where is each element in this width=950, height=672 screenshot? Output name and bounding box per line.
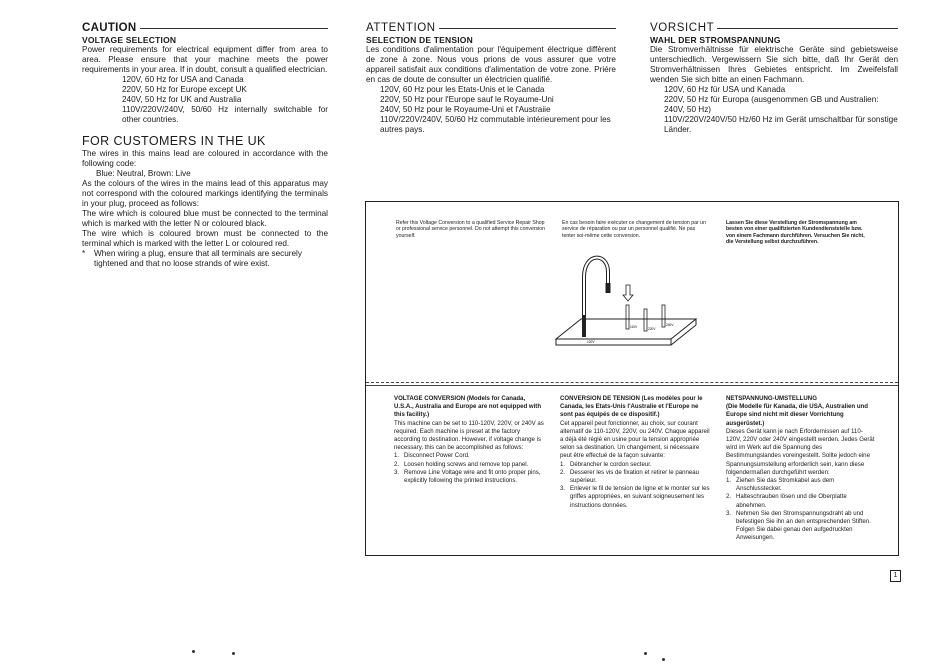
voltage-line: 110V/220V/240V, 50/60 Hz internally switchable for other countries. — [122, 105, 328, 124]
wahl-stromspannung-text: Die Stromverhältnisse für elektrische Geräte sind gebietsweise unterschiedlich. Vergewissern Sie sich bitte, daß Ihr Gerät den Stromverhältnissen Ihres Gebietes entspricht. Im Zweifelsfall wenden Sie sich bitte an einen Fachmann. — [650, 45, 898, 84]
service-notice-de: Lassen Sie diese Verstellung der Stromspannung am besten von einer qualifizierten Kundendienststelle bzw. von einem Fachmann durchführen. Versuchen Sie nicht, die Verstellung selbst durchzuführen. — [726, 220, 865, 246]
uk-blue-wire: The wire which is coloured blue must be connected to the terminal which is marked with the letter N or coloured black. — [82, 209, 328, 228]
conversion-instructions-fr — [560, 395, 712, 510]
step-text: Desserer les vis de fixation et retirer le panneau supérieur. — [570, 468, 700, 485]
voltage-line: 120V, 60 Hz für USA und Kanada — [664, 85, 786, 94]
scan-speck — [192, 650, 195, 653]
step-number: 2. — [394, 460, 400, 468]
conversion-step — [560, 461, 712, 469]
base-plate-side — [671, 325, 696, 345]
page-number: 1 — [890, 570, 901, 582]
uk-heading: FOR CUSTOMERS IN THE UK — [82, 134, 266, 148]
step-number: 1. — [726, 477, 732, 485]
caution-heading-row — [82, 22, 328, 34]
pin-label-120v: 120V — [587, 340, 595, 344]
pin-110v — [626, 305, 629, 329]
wire-plug — [606, 283, 611, 293]
voltage-selection-heading: VOLTAGE SELECTION — [82, 35, 177, 45]
conversion-title-de: NETSPANNUNG-UMSTELLUNG — [726, 395, 817, 402]
bullet-mark: * — [82, 249, 86, 258]
conversion-instructions-de — [726, 395, 878, 543]
step-number: 3. — [394, 468, 400, 476]
conversion-step — [394, 461, 546, 469]
pin-240v — [662, 305, 665, 327]
heading-rule — [439, 28, 616, 29]
french-column — [366, 22, 616, 135]
voltage-line: 240V, 50 Hz pour le Royaume-Uni et l'Austraiie — [380, 105, 551, 114]
pin-label-110v: 110V — [630, 325, 638, 329]
scan-speck — [644, 652, 647, 655]
wire-terminal — [582, 315, 586, 337]
voltage-line: 120V, 60 Hz pour les Etats-Unis et le Canada — [380, 85, 545, 94]
scan-speck — [662, 658, 665, 661]
conversion-text-fr: Cet appareil peut fonctionner, au choix, sur courant alternatif de 110-120V, 220V, ou 240V. Chaque appareil a déjà été réglé en usine pour la tension appropriée selon sa destination. Un changement, si nécessaire peut être effectué de la façon suivante: — [560, 419, 710, 460]
vorsicht-heading-row — [650, 22, 898, 34]
insert-arrow-icon — [623, 285, 633, 301]
step-number: 3. — [726, 509, 732, 517]
voltage-line: 120V, 60 Hz for USA and Canada — [122, 75, 244, 84]
attention-heading-row — [366, 22, 616, 34]
conversion-step — [394, 452, 546, 460]
conversion-subtitle-de: (Die Modelle für Kanada, die USA, Australien und Europe sind nicht mit dieser Vorrichtung ausgerüstet.) — [726, 403, 868, 427]
uk-bullet — [82, 249, 328, 269]
voltage-line: 240V, 50 Hz for UK and Australia — [122, 95, 242, 104]
service-notice-en: Refer this Voltage Conversion to a qualified Service Repair Shop or professional service personnel. Do not attempt this conversion yourself. — [396, 220, 546, 239]
divider-dashed — [366, 382, 898, 383]
step-number: 2. — [560, 468, 566, 476]
heading-rule — [717, 28, 898, 29]
step-text: Loosen holding screws and remove top panel. — [404, 460, 529, 468]
step-number: 1. — [560, 460, 566, 468]
heading-rule — [140, 28, 329, 29]
uk-code: Blue: Neutral, Brown: Live — [96, 169, 191, 178]
step-number: 2. — [726, 493, 732, 501]
pin-label-240v: 240V — [666, 323, 674, 327]
base-plate-edge — [556, 339, 671, 345]
voltage-selection-text: Power requirements for electrical equipment differ from area to area. Please ensure that your machine meets the power requirements in your area. If in doubt, consult a qualified electrician. — [82, 45, 328, 74]
step-text: Remove Line Voltage wire and fit onto proper pins, explicitly following the printed instructions. — [404, 468, 541, 485]
line-voltage-wire — [584, 258, 608, 337]
step-text: Débrancher le cordon secteur. — [570, 460, 652, 468]
step-text: Nehmen Sie den Stromspannungsdraht ab und befestigen Sie ihn an den entsprechenden Stiften. Folgen Sie dabei genau den aufgedruckten Anweisungen. — [736, 509, 871, 542]
conversion-step — [560, 469, 712, 485]
service-notice-fr: En cas besoin faire exécuter ce changement de tension par un service de réparation ou par un personnel qualifié. Ne pas tenter soi-même cette conversion. — [562, 220, 706, 239]
selection-tension-text: Les conditions d'alimentation pour l'équipement électrique diffèrent de zone à zone. Nous vous prions de vous assurer que votre appareil satisfait aux conditions d'alimentation de votre zone. Priére en cas de doute de consulter un électricien qualifié. — [366, 45, 616, 84]
voltage-line: 110V/220V/240V, 50/60 Hz commutable intérieurement pour les autres pays. — [380, 115, 611, 134]
german-column — [650, 22, 898, 135]
step-text: Ziehen Sie das Stromkabel aus dem Anschlusstecker. — [736, 477, 835, 493]
conversion-text-de: Dieses Gerät kann je nach Erfordernissen auf 110-120V, 220V oder 240V eingestellt werden. Jedes Gerät wird im Werk auf die Spannung des Bestimmungslandes voreingestellt. Sollte jedoch eine Spannungsumstellung erforderlich sein, kann diese folgendermaßen durchgeführt werden: — [726, 427, 875, 476]
vorsicht-heading: VORSICHT — [650, 22, 715, 34]
step-text: Halteschrauben lösen und die Oberplatte abnehmen. — [736, 493, 847, 509]
pin-220v — [644, 309, 647, 331]
step-number: 1. — [394, 452, 400, 460]
scan-speck — [232, 652, 235, 655]
conversion-instructions-en — [394, 395, 546, 485]
step-number: 3. — [560, 485, 566, 493]
conversion-step — [394, 469, 546, 485]
conversion-title-fr: CONVERSION DE TENSION (Les modèles pour le Canada, les Etats-Unis l'Australie et l'Europe ne sont pas équipés de ce dispositif.) — [560, 395, 703, 419]
uk-brown-wire: The wire which is coloured brown must be connected to the terminal which is marked with the letter L or coloured red. — [82, 229, 328, 248]
voltage-line: 220V, 50 Hz für Europa (ausgenommen GB und Australien: 240V, 50 Hz) — [664, 95, 879, 114]
conversion-step — [726, 493, 878, 509]
selection-tension-heading: SELECTION DE TENSION — [366, 35, 473, 45]
english-column — [82, 22, 328, 269]
wahl-stromspannung-heading: WAHL DER STROMSPANNUNG — [650, 35, 781, 45]
voltage-line: 220V, 50 Hz pour l'Europe sauf le Royaume-Uni — [380, 95, 554, 104]
voltage-selector-diagram — [546, 247, 706, 372]
step-text: Enlever le fil de tension de ligne et le monter sur les griffes appropriées, en suivant soigneusement les instructions données. — [570, 485, 710, 509]
conversion-text-en: This machine can be set to 110-120V, 220V, or 240V as required. Each machine is preset at the factory according to destination. However, if voltage change is necessary, this can be accomplished as follows: — [394, 419, 544, 452]
conversion-step — [726, 477, 878, 493]
voltage-conversion-box — [365, 201, 899, 556]
divider-solid — [366, 385, 898, 386]
line-voltage-wire-inner — [584, 258, 608, 337]
caution-heading: CAUTION — [82, 22, 137, 34]
voltage-line: 220V, 50 Hz for Europe except UK — [122, 85, 247, 94]
conversion-title-en: VOLTAGE CONVERSION (Models for Canada, U.S.A., Australia and Europe are not equipped with this facility.) — [394, 395, 542, 419]
conversion-step — [560, 485, 712, 510]
pin-label-220v: 220V — [648, 327, 656, 331]
step-text: Disconnect Power Cord. — [404, 452, 470, 460]
attention-heading: ATTENTION — [366, 22, 436, 34]
uk-text: As the colours of the wires in the mains lead of this apparatus may not correspond with the coloured markings identifying the terminals in your plug, proceed as follows: — [82, 179, 328, 208]
voltage-line: 110V/220V/240V/50 Hz/60 Hz im Gerät umschaltbar für sonstige Länder. — [664, 115, 898, 134]
uk-intro: The wires in this mains lead are coloured in accordance with the following code: — [82, 149, 328, 168]
conversion-step — [726, 510, 878, 543]
uk-bullet-text: When wiring a plug, ensure that all terminals are securely tightened and that no loose strands of wire exist. — [94, 249, 302, 268]
